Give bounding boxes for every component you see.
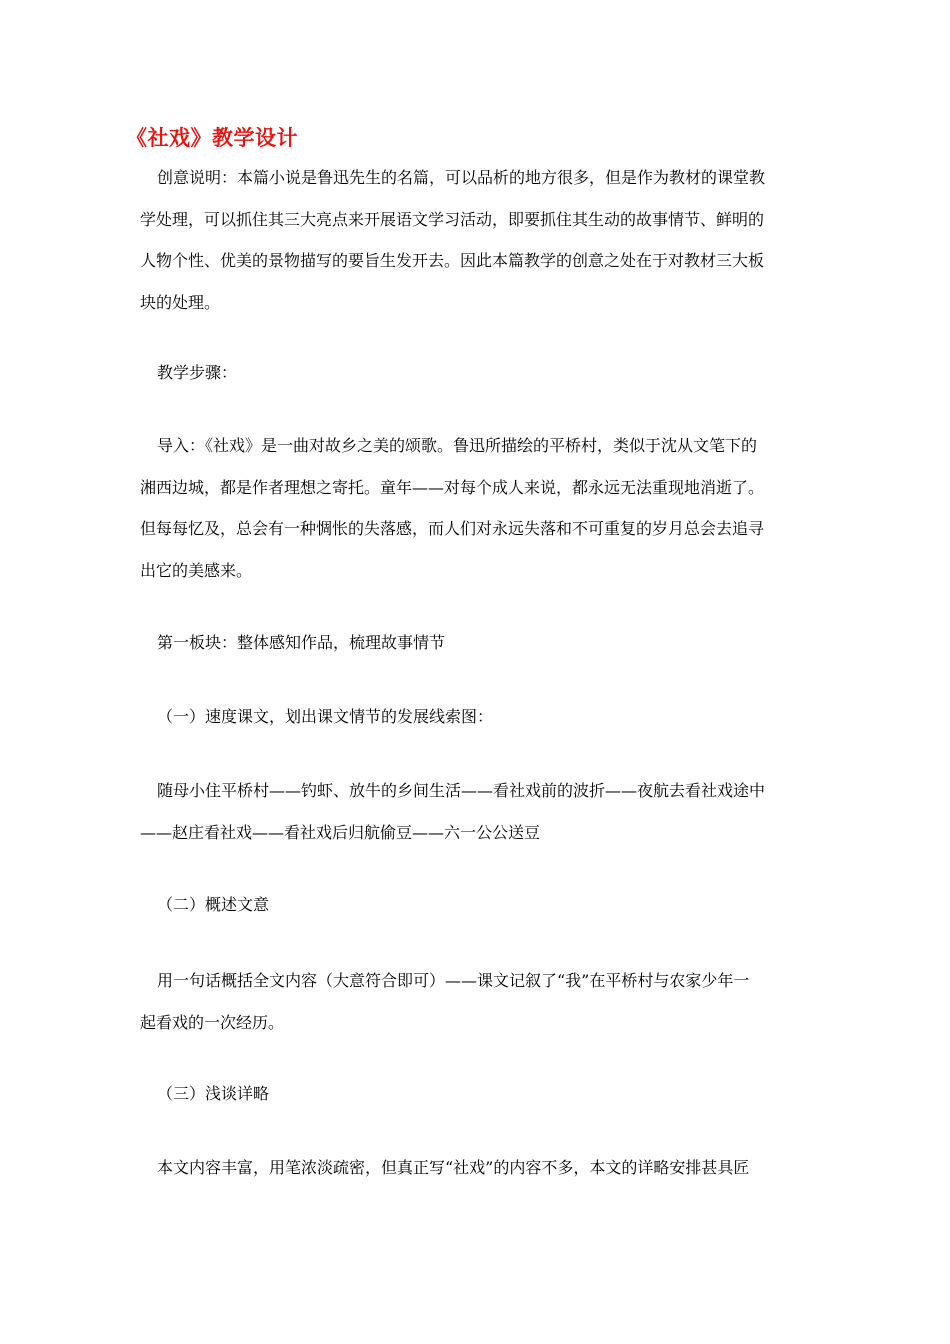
text-line: （三）浅谈详略	[157, 1084, 270, 1103]
text-line: 湘西边城，都是作者理想之寄托。童年——对每个成人来说，都永远无法重现地消逝了。	[140, 477, 765, 497]
text-line: 学处理，可以抓住其三大亮点来开展语文学习活动，即要抓住其生动的故事情节、鲜明的	[140, 209, 765, 229]
text-line: 起看戏的一次经历。	[140, 1012, 285, 1032]
document-title: 《社戏》教学设计	[126, 125, 298, 150]
text-line: 但每每忆及，总会有一种惆怅的失落感，而人们对永远失落和不可重复的岁月总会去追寻	[140, 519, 765, 538]
text-line: （一）速度课文，划出课文情节的发展线索图：	[157, 707, 494, 726]
text-line: 教学步骤：	[157, 363, 238, 382]
paragraph-subsection-2	[140, 884, 812, 926]
paragraph-subsection-1	[140, 696, 812, 738]
text-line: 人物个性、优美的景物描写的要旨生发开去。因此本篇教学的创意之处在于对教材三大板	[140, 251, 765, 270]
text-line: 用一句话概括全文内容（大意符合即可）——课文记叙了“我”在平桥村与农家少年一	[157, 971, 750, 990]
text-line: 创意说明：本篇小说是鲁迅先生的名篇，可以品析的地方很多，但是作为教材的课堂教	[157, 168, 766, 187]
text-line: 第一板块：整体感知作品，梳理故事情节	[157, 633, 446, 652]
text-line: 导入：《社戏》是一曲对故乡之美的颂歌。鲁迅所描绘的平桥村，类似于沈从文笔下的	[157, 436, 758, 455]
paragraph-subsection-3	[140, 1073, 812, 1115]
paragraph-detail-arrangement	[140, 1147, 812, 1189]
paragraph-intro-note	[140, 157, 812, 323]
text-line: （二）概述文意	[157, 895, 270, 914]
text-line: 块的处理。	[140, 292, 221, 312]
text-line: 本文内容丰富，用笔浓淡疏密，但真正写“社戏”的内容不多，本文的详略安排甚具匠	[157, 1158, 750, 1177]
paragraph-summary	[140, 960, 812, 1043]
text-line: 随母小住平桥村——钓虾、放牛的乡间生活——看社戏前的波折——夜航去看社戏途中	[157, 781, 766, 800]
paragraph-section-one	[140, 622, 812, 664]
paragraph-steps-heading	[140, 352, 812, 394]
paragraph-plot-line	[140, 770, 812, 853]
text-line: ——赵庄看社戏——看社戏后归航偷豆——六一公公送豆	[140, 822, 541, 842]
paragraph-introduction	[140, 425, 812, 591]
text-line: 出它的美感来。	[140, 560, 253, 580]
